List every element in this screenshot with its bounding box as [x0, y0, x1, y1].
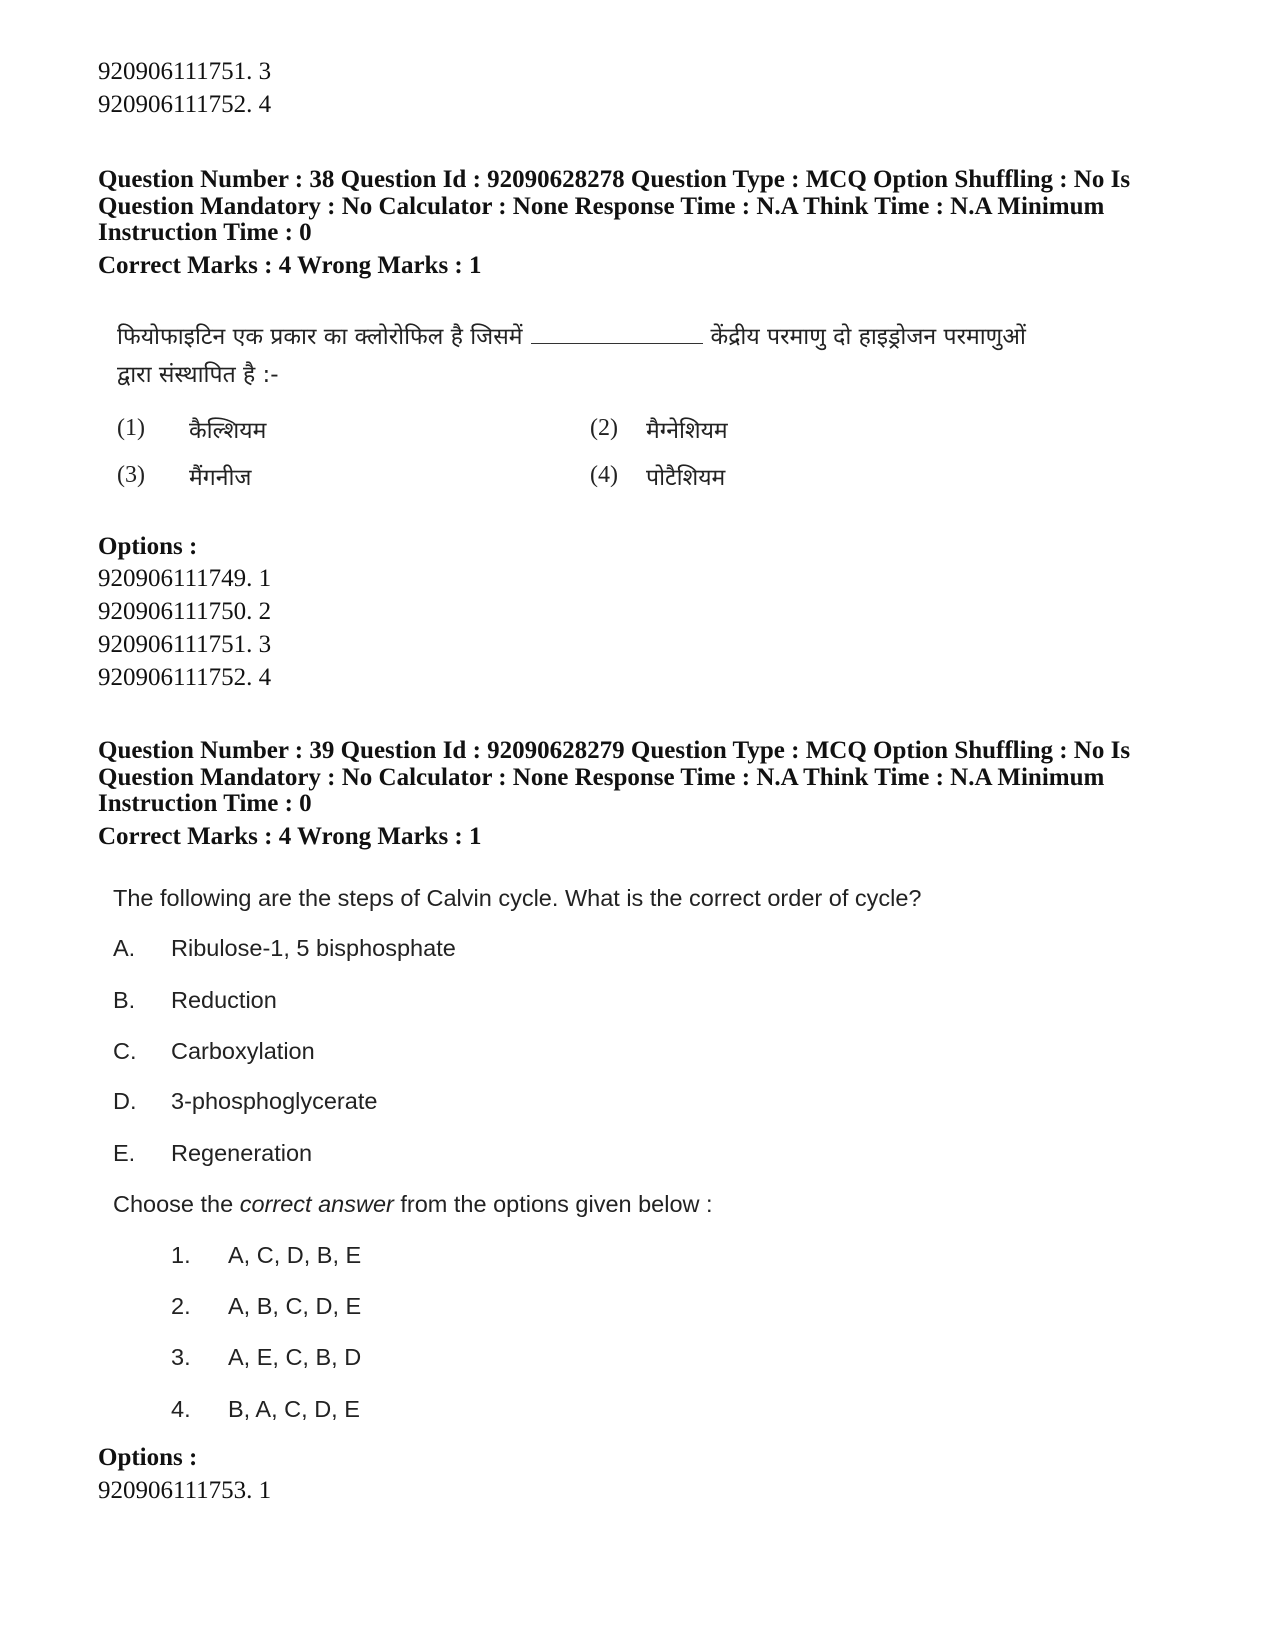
answer-number: 1.	[171, 1242, 191, 1268]
options-label: Options :	[98, 1444, 198, 1471]
step-letter: D.	[113, 1088, 137, 1114]
step-letter: E.	[113, 1140, 136, 1166]
option-line: 920906111751. 3	[98, 58, 272, 85]
option-line: 920906111752. 4	[98, 91, 272, 118]
choice-text: कैल्शियम	[189, 418, 267, 444]
option-line: 920906111751. 3	[98, 631, 272, 658]
choice-text: मैंगनीज	[189, 465, 252, 491]
answer-number: 4.	[171, 1396, 191, 1422]
stem-part-2: केंद्रीय परमाणु दो हाइड्रोजन परमाणुओं	[710, 324, 1026, 350]
option-line: 920906111753. 1	[98, 1477, 272, 1504]
step-letter: A.	[113, 935, 136, 961]
options-label: Options :	[98, 533, 198, 560]
step-text: Ribulose-1, 5 bisphosphate	[171, 935, 456, 961]
question-header-line: Instruction Time : 0	[98, 219, 312, 246]
answer-number: 3.	[171, 1344, 191, 1370]
option-line: 920906111749. 1	[98, 565, 272, 592]
question-stem	[117, 319, 1026, 351]
step-letter: C.	[113, 1038, 137, 1064]
emphasis-text: correct answer	[239, 1191, 394, 1217]
step-letter: B.	[113, 987, 136, 1013]
step-text: Regeneration	[171, 1140, 313, 1166]
answer-text: A, C, D, B, E	[228, 1242, 362, 1268]
choice-number: (3)	[117, 462, 145, 488]
question-header-line: Question Mandatory : No Calculator : None Response Time : N.A Think Time : N.A Minimum	[98, 764, 1105, 791]
answer-text: A, B, C, D, E	[228, 1293, 362, 1319]
question-marks: Correct Marks : 4 Wrong Marks : 1	[98, 823, 482, 850]
choice-number: (2)	[590, 415, 618, 441]
stem-part-1: फियोफाइटिन एक प्रकार का क्लोरोफिल है जिसमें	[117, 324, 523, 350]
question-header-line: Instruction Time : 0	[98, 790, 312, 817]
question-stem-line-2: द्वारा संस्थापित है :-	[117, 362, 279, 388]
step-text: 3-phosphoglycerate	[171, 1088, 378, 1114]
question-stem: The following are the steps of Calvin cycle. What is the correct order of cycle?	[113, 885, 922, 911]
fill-in-blank	[531, 321, 703, 344]
question-marks: Correct Marks : 4 Wrong Marks : 1	[98, 252, 482, 279]
option-line: 920906111750. 2	[98, 598, 272, 625]
question-header-line: Question Number : 38 Question Id : 92090628278 Question Type : MCQ Option Shuffling : No Is	[98, 166, 1131, 193]
answer-text: A, E, C, B, D	[228, 1344, 362, 1370]
answer-text: B, A, C, D, E	[228, 1396, 360, 1422]
choice-number: (4)	[590, 462, 618, 488]
question-header-line: Question Mandatory : No Calculator : None Response Time : N.A Think Time : N.A Minimum	[98, 193, 1105, 220]
option-line: 920906111752. 4	[98, 664, 272, 691]
choice-text: पोटैशियम	[646, 465, 726, 491]
choice-text: मैग्नेशियम	[646, 418, 728, 444]
answer-number: 2.	[171, 1293, 191, 1319]
choice-number: (1)	[117, 415, 145, 441]
step-text: Reduction	[171, 987, 277, 1013]
choose-instruction: Choose the correct answer from the options given below :	[113, 1191, 713, 1217]
question-header-line: Question Number : 39 Question Id : 92090628279 Question Type : MCQ Option Shuffling : No Is	[98, 737, 1131, 764]
step-text: Carboxylation	[171, 1038, 315, 1064]
